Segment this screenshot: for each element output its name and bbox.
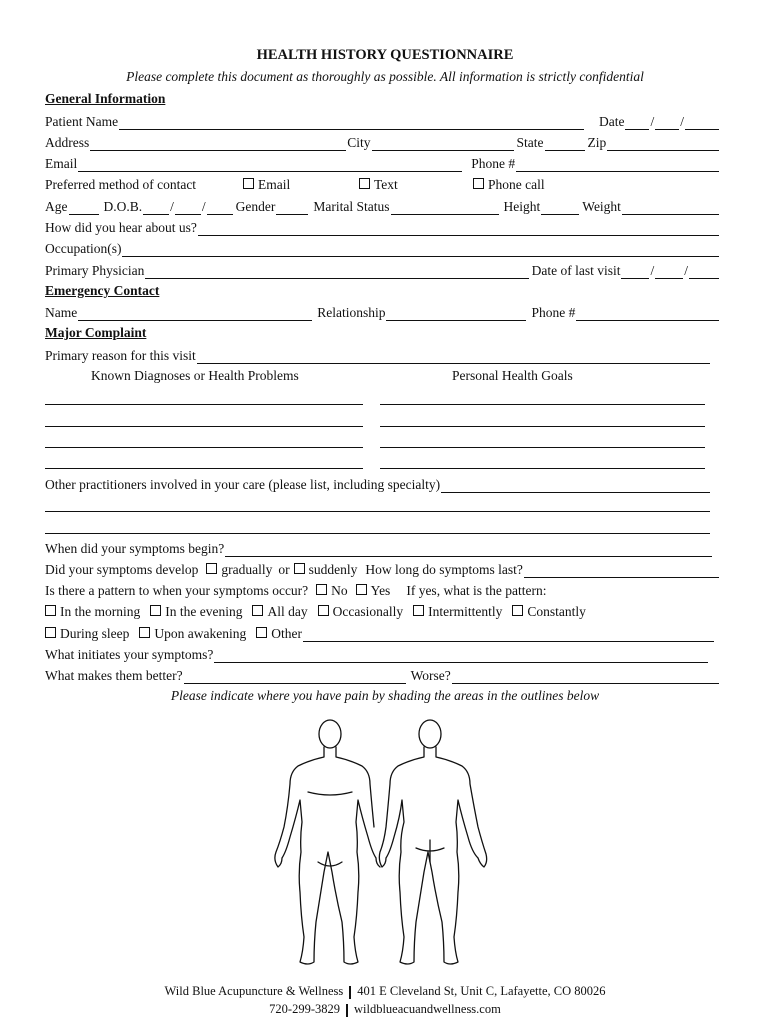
option-suddenly[interactable] bbox=[294, 561, 358, 578]
checkbox-icon[interactable] bbox=[473, 178, 484, 189]
footer-address: 401 E Cleveland St, Unit C, Lafayette, CO 80026 bbox=[357, 984, 606, 998]
body-outline-diagram[interactable] bbox=[270, 712, 500, 974]
option-label: Intermittently bbox=[428, 604, 503, 619]
dob-month-field[interactable] bbox=[143, 201, 169, 215]
contact-option-text[interactable] bbox=[359, 176, 473, 193]
option-all-day[interactable] bbox=[252, 603, 307, 620]
option-label: Phone call bbox=[488, 177, 545, 192]
hear-about-field[interactable] bbox=[198, 222, 719, 236]
age-label: Age bbox=[45, 199, 68, 214]
section-major-complaint: Major Complaint bbox=[45, 325, 147, 340]
footer-line-1 bbox=[0, 984, 770, 999]
separator bbox=[346, 1004, 348, 1017]
age-field[interactable] bbox=[69, 201, 99, 215]
relationship-field[interactable] bbox=[386, 307, 526, 321]
dob-day-field[interactable] bbox=[175, 201, 201, 215]
date-year-field[interactable] bbox=[685, 116, 719, 130]
health-goals-heading: Personal Health Goals bbox=[452, 368, 573, 383]
symptoms-begin-field[interactable] bbox=[225, 543, 712, 557]
phone-field[interactable] bbox=[516, 158, 719, 172]
checkbox-icon[interactable] bbox=[256, 627, 267, 638]
checkbox-icon[interactable] bbox=[359, 178, 370, 189]
row-initiates bbox=[45, 646, 720, 663]
preferred-contact-label: Preferred method of contact bbox=[45, 177, 197, 192]
other-practitioners-line-3[interactable] bbox=[45, 533, 710, 534]
option-no[interactable] bbox=[316, 582, 348, 599]
option-evening[interactable] bbox=[150, 603, 242, 620]
or-label: or bbox=[278, 562, 290, 577]
email-label: Email bbox=[45, 156, 78, 171]
state-field[interactable] bbox=[545, 137, 585, 151]
row-symptoms-begin bbox=[45, 540, 720, 557]
row-better-worse bbox=[45, 667, 720, 684]
hear-about-label: How did you hear about us? bbox=[45, 220, 197, 235]
primary-reason-label: Primary reason for this visit bbox=[45, 348, 196, 363]
last-visit-day-field[interactable] bbox=[655, 265, 683, 279]
checkbox-icon[interactable] bbox=[45, 627, 56, 638]
emergency-name-label: Name bbox=[45, 305, 78, 320]
goals-line-1[interactable] bbox=[380, 404, 705, 405]
option-label: Text bbox=[374, 177, 398, 192]
option-label: No bbox=[331, 583, 348, 598]
worse-label: Worse? bbox=[410, 668, 451, 683]
option-gradually[interactable] bbox=[206, 561, 272, 578]
page-subtitle: Please complete this document as thoroughly as possible. All information is strictly confidential bbox=[126, 69, 644, 84]
diagnoses-line-3[interactable] bbox=[45, 447, 363, 448]
section-emergency-contact: Emergency Contact bbox=[45, 283, 160, 298]
last-visit-year-field[interactable] bbox=[689, 265, 719, 279]
primary-physician-field[interactable] bbox=[145, 265, 528, 279]
dob-year-field[interactable] bbox=[207, 201, 233, 215]
option-label: All day bbox=[267, 604, 308, 619]
option-label: Email bbox=[258, 177, 291, 192]
row-pattern-options-1 bbox=[45, 603, 720, 620]
checkbox-icon[interactable] bbox=[316, 584, 327, 595]
footer-website[interactable]: wildblueacuandwellness.com bbox=[353, 1002, 501, 1016]
front-body-outline[interactable] bbox=[275, 720, 380, 964]
contact-option-email[interactable] bbox=[243, 176, 359, 193]
row-patient-name: Patient Name Date / / bbox=[45, 113, 720, 130]
section-general-information: General Information bbox=[45, 91, 166, 106]
pattern-if-yes-label: If yes, what is the pattern: bbox=[406, 583, 547, 598]
page-title: HEALTH HISTORY QUESTIONNAIRE bbox=[256, 47, 514, 63]
relationship-label: Relationship bbox=[317, 305, 386, 320]
symptoms-begin-label: When did your symptoms begin? bbox=[45, 541, 225, 556]
goals-line-2[interactable] bbox=[380, 426, 705, 427]
primary-physician-label: Primary Physician bbox=[45, 263, 145, 278]
checkbox-icon[interactable] bbox=[318, 605, 329, 616]
option-morning[interactable] bbox=[45, 603, 140, 620]
footer-phone: 720-299-3829 bbox=[269, 1002, 340, 1016]
option-upon-awakening[interactable] bbox=[139, 625, 246, 642]
date-month-field[interactable] bbox=[625, 116, 649, 130]
option-label: suddenly bbox=[308, 562, 358, 577]
checkbox-icon[interactable] bbox=[413, 605, 424, 616]
option-label: In the evening bbox=[165, 604, 243, 619]
how-long-label: How long do symptoms last? bbox=[365, 562, 523, 577]
other-practitioners-field[interactable] bbox=[441, 479, 710, 493]
separator bbox=[349, 986, 351, 999]
marital-status-label: Marital Status bbox=[313, 199, 390, 214]
checkbox-icon[interactable] bbox=[512, 605, 523, 616]
row-emergency-contact bbox=[45, 304, 720, 321]
gender-label: Gender bbox=[235, 199, 276, 214]
row-occupation bbox=[45, 240, 720, 257]
date-label: Date bbox=[598, 114, 625, 129]
row-address bbox=[45, 134, 720, 151]
row-symptoms-develop bbox=[45, 561, 720, 578]
state-label: State bbox=[516, 135, 544, 150]
checkbox-icon[interactable] bbox=[139, 627, 150, 638]
row-email bbox=[45, 155, 720, 172]
diagnoses-line-4[interactable] bbox=[45, 468, 363, 469]
patient-name-field[interactable] bbox=[119, 116, 584, 130]
option-yes[interactable] bbox=[356, 582, 391, 599]
last-visit-label: Date of last visit bbox=[531, 263, 621, 278]
gender-field[interactable] bbox=[276, 201, 308, 215]
date-day-field[interactable] bbox=[655, 116, 679, 130]
email-field[interactable] bbox=[78, 158, 462, 172]
occupation-field[interactable] bbox=[122, 243, 719, 257]
row-pattern-options-2 bbox=[45, 625, 720, 642]
weight-field[interactable] bbox=[622, 201, 719, 215]
back-body-outline[interactable] bbox=[379, 720, 486, 964]
contact-option-phone-call[interactable] bbox=[473, 176, 545, 193]
diagnoses-line-1[interactable] bbox=[45, 404, 363, 405]
option-during-sleep[interactable] bbox=[45, 625, 129, 642]
better-field[interactable] bbox=[184, 670, 406, 684]
other-practitioners-line-2[interactable] bbox=[45, 511, 710, 512]
better-label: What makes them better? bbox=[45, 668, 183, 683]
height-field[interactable] bbox=[541, 201, 579, 215]
option-intermittently[interactable] bbox=[413, 603, 502, 620]
goals-line-4[interactable] bbox=[380, 468, 705, 469]
checkbox-icon[interactable] bbox=[252, 605, 263, 616]
worse-field[interactable] bbox=[452, 670, 719, 684]
checkbox-icon[interactable] bbox=[243, 178, 254, 189]
checkbox-icon[interactable] bbox=[206, 563, 217, 574]
how-long-field[interactable] bbox=[524, 564, 719, 578]
row-hear-about bbox=[45, 219, 720, 236]
checkbox-icon[interactable] bbox=[294, 563, 305, 574]
checkbox-icon[interactable] bbox=[150, 605, 161, 616]
option-label: In the morning bbox=[60, 604, 141, 619]
marital-status-field[interactable] bbox=[391, 201, 499, 215]
city-field[interactable] bbox=[372, 137, 514, 151]
initiates-field[interactable] bbox=[214, 649, 708, 663]
emergency-name-field[interactable] bbox=[78, 307, 312, 321]
row-primary-physician: Primary Physician Date of last visit / / bbox=[45, 262, 720, 279]
option-other[interactable] bbox=[256, 625, 302, 642]
dob-label: D.O.B. bbox=[103, 199, 143, 214]
option-label: Constantly bbox=[527, 604, 586, 619]
zip-field[interactable] bbox=[607, 137, 719, 151]
footer-business: Wild Blue Acupuncture & Wellness bbox=[164, 984, 344, 998]
row-pattern-question bbox=[45, 582, 720, 599]
patient-name-label: Patient Name bbox=[45, 114, 119, 129]
option-label: Upon awakening bbox=[154, 626, 247, 641]
develop-question-label: Did your symptoms develop bbox=[45, 562, 199, 577]
occupation-label: Occupation(s) bbox=[45, 241, 122, 256]
option-label: Occasionally bbox=[332, 604, 404, 619]
height-label: Height bbox=[503, 199, 541, 214]
option-label: Yes bbox=[370, 583, 391, 598]
phone-label: Phone # bbox=[471, 156, 516, 171]
weight-label: Weight bbox=[582, 199, 621, 214]
row-demographics: Age D.O.B. / / Gender Marital Status Height Weight bbox=[45, 198, 720, 215]
other-pattern-field[interactable] bbox=[303, 628, 714, 642]
option-label: Other bbox=[271, 626, 302, 641]
known-diagnoses-heading: Known Diagnoses or Health Problems bbox=[91, 368, 299, 383]
row-other-practitioners bbox=[45, 476, 720, 493]
goals-line-3[interactable] bbox=[380, 447, 705, 448]
emergency-phone-field[interactable] bbox=[576, 307, 719, 321]
pain-instructions: Please indicate where you have pain by shading the areas in the outlines below bbox=[170, 688, 600, 703]
primary-reason-field[interactable] bbox=[197, 350, 710, 364]
checkbox-icon[interactable] bbox=[45, 605, 56, 616]
checkbox-icon[interactable] bbox=[356, 584, 367, 595]
diagnoses-line-2[interactable] bbox=[45, 426, 363, 427]
option-label: During sleep bbox=[60, 626, 130, 641]
initiates-label: What initiates your symptoms? bbox=[45, 647, 214, 662]
footer-line-2 bbox=[0, 1002, 770, 1017]
pattern-question-label: Is there a pattern to when your symptoms occur? bbox=[45, 583, 309, 598]
row-primary-reason bbox=[45, 347, 720, 364]
emergency-phone-label: Phone # bbox=[531, 305, 576, 320]
row-preferred-contact bbox=[45, 176, 720, 193]
address-field[interactable] bbox=[90, 137, 346, 151]
other-practitioners-label: Other practitioners involved in your care (please list, including specialty) bbox=[45, 477, 441, 492]
option-constantly[interactable] bbox=[512, 603, 586, 620]
address-label: Address bbox=[45, 135, 90, 150]
option-label: gradually bbox=[221, 562, 273, 577]
last-visit-month-field[interactable] bbox=[621, 265, 649, 279]
option-occasionally[interactable] bbox=[318, 603, 403, 620]
city-label: City bbox=[347, 135, 371, 150]
zip-label: Zip bbox=[587, 135, 607, 150]
